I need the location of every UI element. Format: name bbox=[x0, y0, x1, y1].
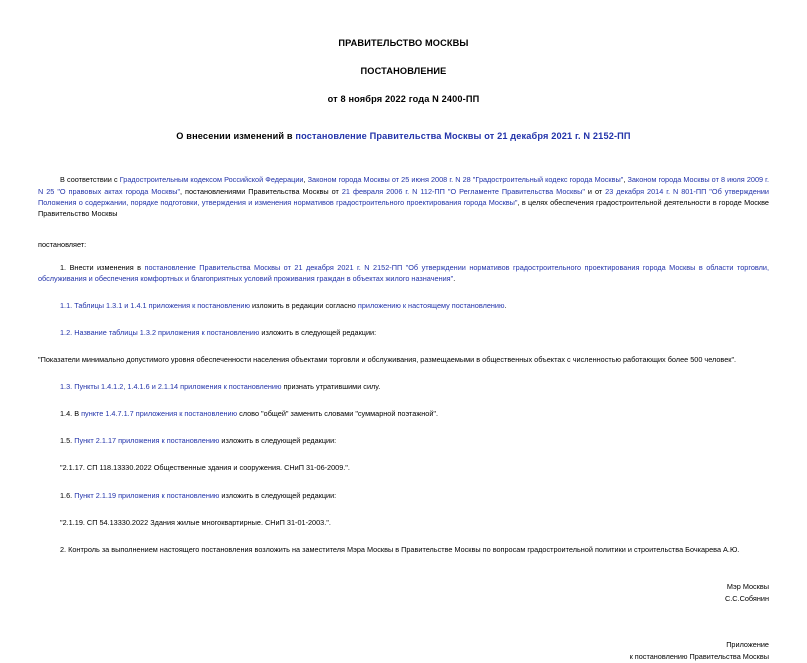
document-date-number: от 8 ноября 2022 года N 2400-ПП bbox=[327, 94, 480, 104]
item-1-6 bbox=[38, 490, 769, 501]
item-1-1-link-tables[interactable]: 1.1. Таблицы 1.3.1 и 1.4.1 приложения к постановлению bbox=[60, 300, 250, 310]
item-1-1-text-1: изложить в редакции согласно bbox=[249, 300, 358, 310]
preamble-text-6: , в целях обеспечения градостроительной деятельности в городе Москве Правительство Москвы bbox=[38, 197, 769, 218]
quote-point-2119: "2.1.19. СП 54.13330.2022 Здания жилые многоквартирные. СНиП 31-01-2003.". bbox=[60, 517, 331, 527]
preamble-text-3: , bbox=[623, 175, 628, 185]
spacer bbox=[38, 501, 769, 517]
item-1-4-text-1: слово "общей" заменить словами "суммарной поэтажной". bbox=[237, 409, 439, 419]
preamble-link-law-25[interactable]: Законом города Москвы от 8 июля 2009 г. N 25 "О правовых актах города Москвы" bbox=[38, 175, 769, 196]
appendix-label: Приложение bbox=[726, 639, 769, 649]
preamble-text-4: , постановлениями Правительства Москвы от bbox=[180, 186, 342, 196]
document-type-heading: ПОСТАНОВЛЕНИЕ bbox=[360, 66, 447, 76]
item-1-5-link-point-2117[interactable]: Пункт 2.1.17 приложения к постановлению bbox=[74, 436, 220, 446]
item-1-3-text-1: признать утратившими силу. bbox=[281, 382, 381, 392]
preamble-text-5: и от bbox=[584, 186, 606, 196]
item-1-5-text-1: изложить в следующей редакции: bbox=[219, 436, 337, 446]
spacer bbox=[38, 528, 769, 544]
appendix-block bbox=[38, 639, 769, 663]
item-1-5-text-0: 1.5. bbox=[60, 436, 75, 446]
item-1 bbox=[38, 262, 769, 284]
preamble-block bbox=[38, 174, 769, 218]
signature-name: С.С.Собянин bbox=[724, 593, 769, 603]
appendix-reference: к постановлению Правительства Москвы bbox=[629, 651, 769, 661]
spacer bbox=[38, 365, 769, 381]
item-1-2 bbox=[38, 327, 769, 338]
preamble-link-law-28[interactable]: Законом города Москвы от 25 июня 2008 г. N 28 "Градостроительный кодекс города Москвы" bbox=[307, 175, 624, 185]
item-1-1-text-2: . bbox=[504, 300, 507, 310]
spacer bbox=[38, 419, 769, 435]
quote-point-2117: "2.1.17. СП 118.13330.2022 Общественные здания и сооружения. СНиП 31-06-2009.". bbox=[60, 463, 350, 473]
spacer bbox=[38, 219, 769, 239]
preamble-link-grk-rf[interactable]: Градостроительным кодексом Российской Федерации bbox=[119, 175, 304, 185]
preamble-text-2: , bbox=[303, 175, 308, 185]
spacer bbox=[38, 338, 769, 354]
item-1-4-link-point[interactable]: пункте 1.4.7.1.7 приложения к постановлению bbox=[81, 409, 238, 419]
item-1-6-link-point-2119[interactable]: Пункт 2.1.19 приложения к постановлению bbox=[74, 490, 220, 500]
signature-block bbox=[38, 581, 769, 605]
document-title-link[interactable]: постановление Правительства Москвы от 21 декабря 2021 г. N 2152-ПП bbox=[295, 131, 631, 141]
item-1-text-2: . bbox=[453, 273, 456, 283]
preamble-text-1: В соответствии с bbox=[60, 175, 120, 185]
item-1-3 bbox=[38, 381, 769, 392]
spacer bbox=[38, 446, 769, 462]
preamble-link-112pp[interactable]: 21 февраля 2006 г. N 112-ПП "О Регламенте Правительства Москвы" bbox=[341, 186, 585, 196]
quote-table-132-title: "Показатели минимально допустимого уровня обеспеченности населения объектами торговли и обслуживания, размещаемыми в общественных объектах с численностью работающих более 500 человек". bbox=[38, 355, 737, 365]
spacer bbox=[38, 392, 769, 408]
spacer bbox=[38, 250, 769, 262]
organization-heading: ПРАВИТЕЛЬСТВО МОСКВЫ bbox=[338, 38, 469, 48]
spacer bbox=[38, 311, 769, 327]
item-1-text-1: Внести изменения в bbox=[69, 262, 145, 272]
spacer bbox=[38, 474, 769, 490]
item-2: 2. Контроль за выполнением настоящего постановления возложить на заместителя Мэра Москвы в Правительстве Москвы по вопросам градостроительной политики и строительства Бочкарева А.Ю. bbox=[60, 544, 740, 554]
preamble-paragraph bbox=[38, 174, 769, 218]
item-1-number: 1. bbox=[60, 262, 70, 272]
item-1-2-text-1: изложить в следующей редакции: bbox=[259, 328, 377, 338]
item-1-2-link-table132[interactable]: 1.2. Название таблицы 1.3.2 приложения к постановлению bbox=[60, 328, 260, 338]
item-1-1-link-appendix[interactable]: приложению к настоящему постановлению bbox=[357, 300, 505, 310]
item-1-1 bbox=[38, 300, 769, 311]
spacer bbox=[38, 284, 769, 300]
item-1-4-text-0: 1.4. В bbox=[60, 409, 82, 419]
item-1-6-text-1: изложить в следующей редакции: bbox=[219, 490, 337, 500]
signature-position: Мэр Москвы bbox=[726, 581, 769, 591]
preamble-link-801pp[interactable]: 23 декабря 2014 г. N 801-ПП "Об утверждении Положения о содержании, порядке подготовки, утверждения и изменения нормативов градостроительного проектирования города Москвы" bbox=[38, 186, 769, 207]
item-1-6-text-0: 1.6. bbox=[60, 490, 75, 500]
item-1-4 bbox=[38, 408, 769, 419]
document-title bbox=[38, 130, 769, 142]
resolves-line: постановляет: bbox=[38, 239, 87, 249]
item-1-5 bbox=[38, 435, 769, 446]
document-title-prefix: О внесении изменений в bbox=[176, 131, 296, 141]
item-1-link-2152pp[interactable]: постановление Правительства Москвы от 21 декабря 2021 г. N 2152-ПП "Об утверждении нормативов градостроительного проектирования города Москвы в области торговли, обслуживания и обеспечения комфортных и благоприятных условий проживания граждан в объектах жилого назначения" bbox=[38, 262, 769, 283]
item-1-3-link-points[interactable]: 1.3. Пункты 1.4.1.2, 1.4.1.6 и 2.1.14 приложения к постановлению bbox=[60, 382, 282, 392]
